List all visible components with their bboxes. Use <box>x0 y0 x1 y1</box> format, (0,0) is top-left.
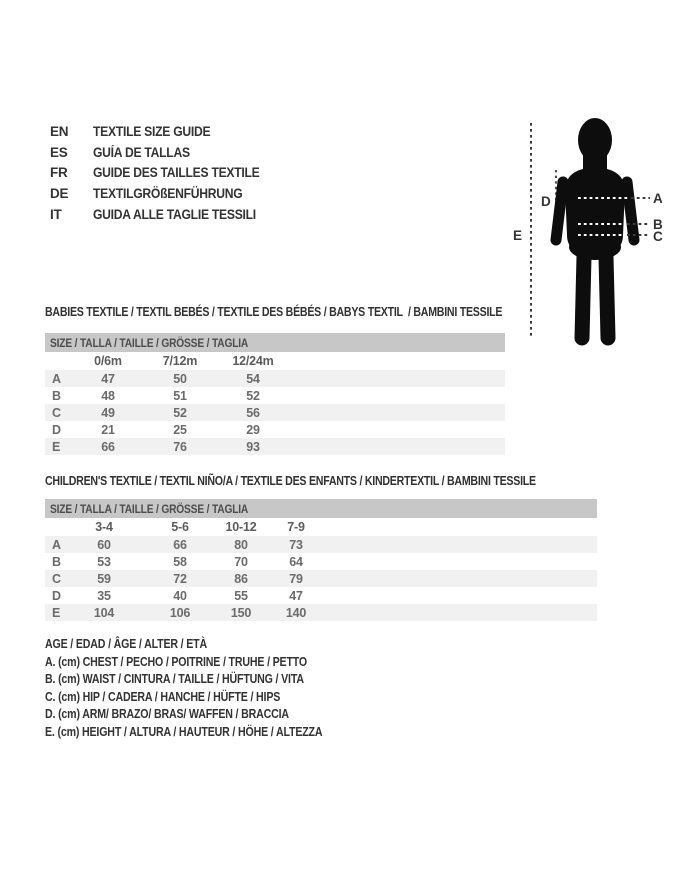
size-value-cell: 93 <box>246 439 260 454</box>
table-row <box>45 404 505 421</box>
size-value-cell: 79 <box>289 571 303 586</box>
language-row <box>50 163 278 184</box>
size-value-cell: 66 <box>173 537 187 552</box>
babies-size-table <box>45 333 505 455</box>
language-title: TEXTILGRÖßENFÜHRUNG <box>93 186 243 202</box>
size-value-cell: 50 <box>173 371 187 386</box>
size-value-cell: 52 <box>173 405 187 420</box>
row-letter: B <box>52 554 61 569</box>
size-column-label: 3-4 <box>95 520 113 534</box>
table-row <box>45 370 505 387</box>
size-value-cell: 48 <box>101 388 115 403</box>
size-value-cell: 54 <box>246 371 260 386</box>
label-e: E <box>513 228 523 243</box>
size-value-cell: 49 <box>101 405 115 420</box>
babies-sizes-row <box>45 352 505 370</box>
size-value-cell: 55 <box>234 588 248 603</box>
size-value-cell: 25 <box>173 422 187 437</box>
size-value-cell: 47 <box>101 371 115 386</box>
size-value-cell: 40 <box>173 588 187 603</box>
size-header-label: SIZE / TALLA / TAILLE / GRÖSSE / TAGLIA <box>50 501 249 516</box>
row-letter: C <box>52 571 61 586</box>
size-value-cell: 51 <box>173 388 187 403</box>
size-value-cell: 106 <box>169 605 191 620</box>
language-code: IT <box>50 207 62 223</box>
row-letter: C <box>52 405 61 420</box>
size-value-cell: 150 <box>230 605 252 620</box>
table-row <box>45 387 505 404</box>
size-header-label: SIZE / TALLA / TAILLE / GRÖSSE / TAGLIA <box>50 335 249 350</box>
legend-line-height: E. (cm) HEIGHT / ALTURA / HAUTEUR / HÖHE / ALTEZZA <box>45 724 323 739</box>
size-value-cell: 35 <box>97 588 111 603</box>
row-letter: D <box>52 422 61 437</box>
measurement-legend <box>45 637 371 742</box>
legend-line-hip: C. (cm) HIP / CADERA / HANCHE / HÜFTE / HIPS <box>45 689 281 704</box>
size-value-cell: 76 <box>173 439 187 454</box>
language-row <box>50 142 278 163</box>
size-column-label: 12/24m <box>232 354 274 368</box>
row-letter: B <box>52 388 61 403</box>
table-row <box>45 421 505 438</box>
language-code: DE <box>50 186 69 202</box>
label-b: B <box>653 217 663 232</box>
children-size-table <box>45 499 597 621</box>
size-value-cell: 59 <box>97 571 111 586</box>
children-section-title: CHILDREN'S TEXTILE / TEXTIL NIÑO/A / TEXTILE DES ENFANTS / KINDERTEXTIL / BAMBINI TESSILE <box>45 474 536 488</box>
language-row <box>50 183 278 204</box>
babies-table-header <box>45 333 505 352</box>
children-table-header <box>45 499 597 518</box>
language-title: TEXTILE SIZE GUIDE <box>93 123 211 139</box>
language-code: EN <box>50 123 69 139</box>
language-title: GUIDA ALLE TAGLIE TESSILI <box>93 207 256 223</box>
size-column-label: 7/12m <box>162 354 198 368</box>
size-value-cell: 21 <box>101 422 115 437</box>
size-value-cell: 66 <box>101 439 115 454</box>
measurement-figure <box>505 105 670 355</box>
size-column-label: 0/6m <box>94 354 122 368</box>
size-column-label: 7-9 <box>287 520 305 534</box>
table-row <box>45 570 597 587</box>
legend-line-chest: A. (cm) CHEST / PECHO / POITRINE / TRUHE / PETTO <box>45 654 308 669</box>
row-letter: A <box>52 537 61 552</box>
language-title: GUÍA DE TALLAS <box>93 144 190 160</box>
size-column-label: 5-6 <box>171 520 189 534</box>
size-value-cell: 104 <box>93 605 115 620</box>
size-value-cell: 64 <box>289 554 303 569</box>
table-row <box>45 438 505 455</box>
size-value-cell: 70 <box>234 554 248 569</box>
size-value-cell: 52 <box>246 388 260 403</box>
size-value-cell: 56 <box>246 405 260 420</box>
size-value-cell: 80 <box>234 537 248 552</box>
size-value-cell: 47 <box>289 588 303 603</box>
size-value-cell: 29 <box>246 422 260 437</box>
language-row <box>50 121 278 142</box>
size-value-cell: 72 <box>173 571 187 586</box>
language-title: GUIDE DES TAILLES TEXTILE <box>93 165 260 181</box>
table-row <box>45 553 597 570</box>
label-d: D <box>541 194 551 209</box>
table-row <box>45 587 597 604</box>
label-a: A <box>653 191 663 206</box>
legend-line-age: AGE / EDAD / ÂGE / ALTER / ETÀ <box>45 637 207 651</box>
size-value-cell: 53 <box>97 554 111 569</box>
size-value-cell: 73 <box>289 537 303 552</box>
size-value-cell: 86 <box>234 571 248 586</box>
table-row <box>45 604 597 621</box>
label-c: C <box>653 229 663 244</box>
size-value-cell: 58 <box>173 554 187 569</box>
children-sizes-row <box>45 518 597 536</box>
row-letter: D <box>52 588 61 603</box>
row-letter: A <box>52 371 61 386</box>
child-silhouette-figure <box>505 105 670 355</box>
table-row <box>45 536 597 553</box>
row-letter: E <box>52 439 61 454</box>
babies-section-title: BABIES TEXTILE / TEXTIL BEBÉS / TEXTILE DES BÉBÉS / BABYS TEXTIL / BAMBINI TESSILE <box>45 305 503 319</box>
language-title-list <box>50 121 278 225</box>
legend-line-arm: D. (cm) ARM/ BRAZO/ BRAS/ WAFFEN / BRACCIA <box>45 707 289 721</box>
size-value-cell: 140 <box>285 605 307 620</box>
language-code: FR <box>50 165 68 181</box>
language-code: ES <box>50 144 68 160</box>
row-letter: E <box>52 605 61 620</box>
child-silhouette <box>556 118 634 338</box>
size-value-cell: 60 <box>97 537 111 552</box>
size-column-label: 10-12 <box>225 520 257 534</box>
legend-line-waist: B. (cm) WAIST / CINTURA / TAILLE / HÜFTUNG / VITA <box>45 672 304 686</box>
language-row <box>50 204 278 225</box>
